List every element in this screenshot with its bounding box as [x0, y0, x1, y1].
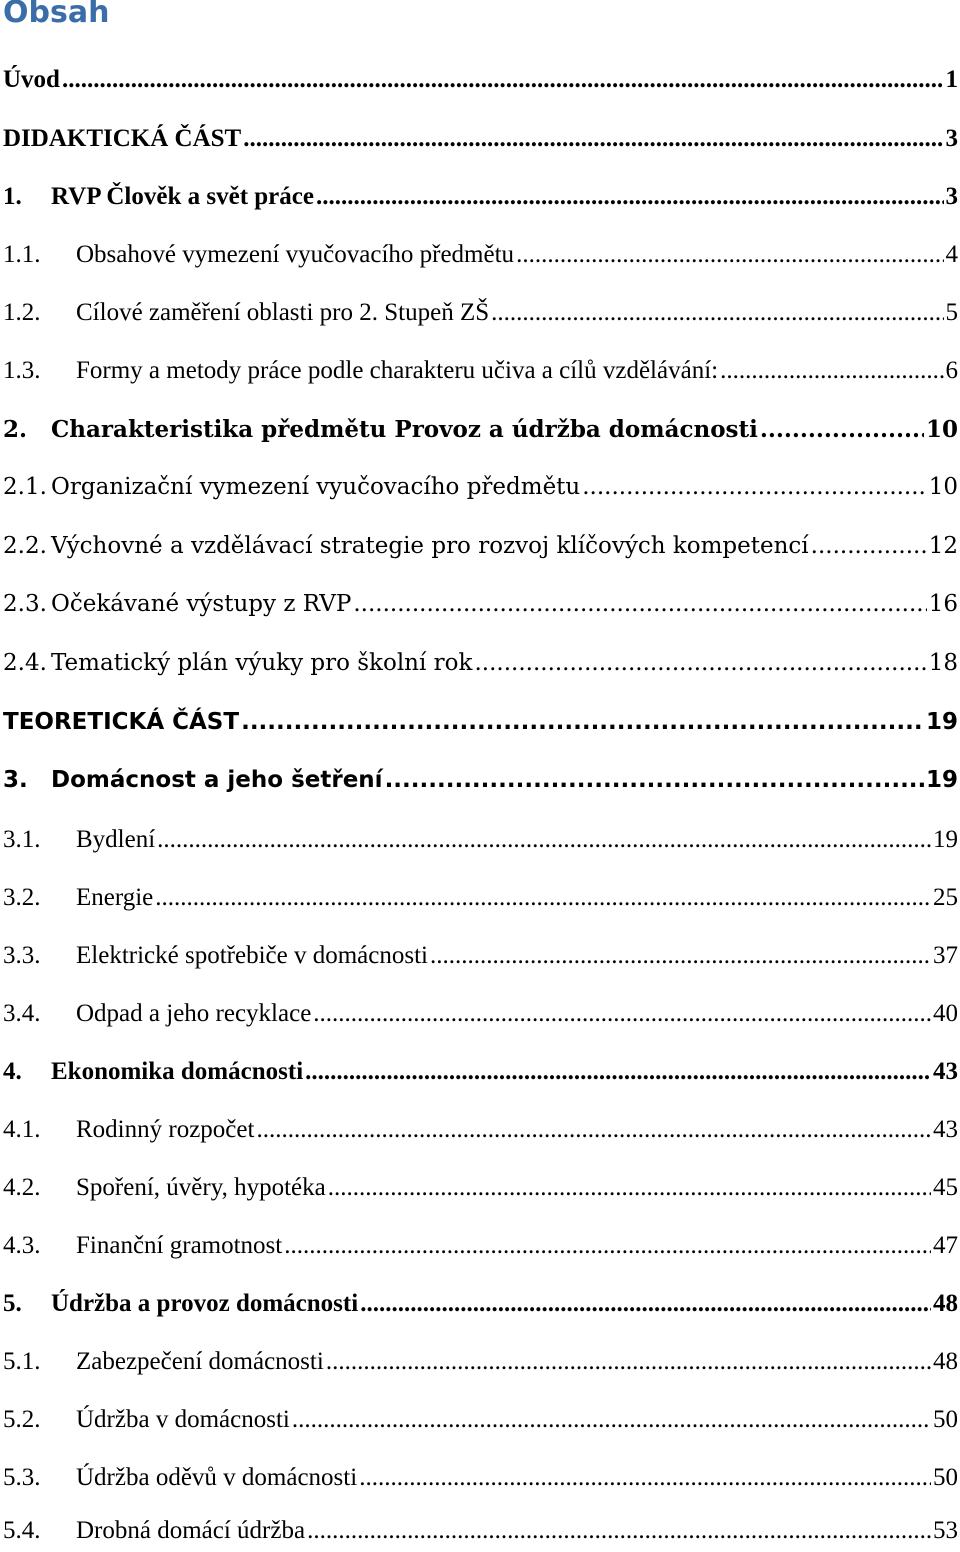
dot-leader — [155, 884, 931, 912]
toc-label: Organizační vymezení vyučovacího předmětu — [51, 474, 581, 500]
dot-leader — [760, 416, 924, 443]
toc-label: Domácnost a jeho šetření — [51, 767, 383, 793]
toc-page-number: 48 — [933, 1348, 958, 1375]
toc-number: 1.1. — [3, 241, 41, 268]
toc-label: Údržba oděvů v domácnosti — [76, 1464, 358, 1491]
toc-label: Drobná domácí údržba — [76, 1517, 306, 1544]
toc-entry[interactable] — [3, 1517, 958, 1551]
toc-entry[interactable] — [3, 241, 958, 275]
toc-page-number: 48 — [933, 1290, 958, 1317]
toc-page-number: 43 — [933, 1058, 958, 1085]
dot-leader — [516, 241, 943, 269]
toc-page-number: 43 — [933, 1116, 958, 1143]
dot-leader — [241, 709, 924, 735]
dot-leader — [243, 125, 943, 153]
toc-entry[interactable] — [3, 1058, 958, 1092]
dot-leader — [353, 591, 926, 617]
toc-entry[interactable] — [3, 1406, 958, 1440]
toc-label: Elektrické spotřebiče v domácnosti — [76, 942, 428, 969]
dot-leader — [430, 942, 931, 970]
dot-leader — [292, 1406, 931, 1434]
toc-page-number: 1 — [945, 66, 958, 93]
toc-number: 3. — [3, 767, 28, 793]
dot-leader — [385, 767, 924, 793]
dot-leader — [720, 357, 943, 385]
toc-entry[interactable] — [3, 1174, 958, 1208]
toc-number: 1.2. — [3, 299, 41, 326]
toc-page-number: 45 — [933, 1174, 958, 1201]
toc-label: Očekávané výstupy z RVP — [51, 591, 352, 617]
toc-number: 2.2. — [3, 533, 47, 559]
toc-page-number: 4 — [945, 241, 958, 268]
toc-entry[interactable] — [3, 1000, 958, 1034]
toc-label: Odpad a jeho recyklace — [76, 1000, 312, 1027]
toc-label: Ekonomika domácnosti — [51, 1058, 304, 1085]
toc-entry[interactable] — [3, 416, 958, 450]
toc-number: 4.2. — [3, 1174, 41, 1201]
toc-label: Úvod — [3, 66, 60, 93]
dot-leader — [474, 650, 926, 676]
toc-entry[interactable] — [3, 650, 958, 684]
toc-label: DIDAKTICKÁ ČÁST — [3, 125, 242, 152]
toc-entry[interactable] — [3, 826, 958, 860]
dot-leader — [328, 1174, 931, 1202]
toc-entry[interactable] — [3, 1290, 958, 1324]
toc-entry[interactable] — [3, 767, 958, 801]
toc-page-number: 16 — [928, 591, 958, 617]
toc-page-number: 47 — [933, 1232, 958, 1259]
toc-label: Údržba a provoz domácnosti — [51, 1290, 359, 1317]
toc-page-number: 3 — [945, 125, 958, 152]
toc-entry[interactable] — [3, 299, 958, 333]
toc-label: Údržba v domácnosti — [76, 1406, 290, 1433]
toc-number: 5.3. — [3, 1464, 41, 1491]
toc-page-number: 50 — [933, 1406, 958, 1433]
toc-label: Zabezpečení domácnosti — [76, 1348, 324, 1375]
dot-leader — [62, 66, 944, 94]
toc-entry[interactable] — [3, 709, 958, 743]
dot-leader — [307, 1517, 931, 1545]
toc-label: Charakteristika předmětu Provoz a údržba domácnosti — [51, 416, 758, 443]
toc-page-number: 18 — [928, 650, 958, 676]
toc-entry[interactable] — [3, 183, 958, 217]
toc-label: Výchovné a vzdělávací strategie pro rozvoj klíčových kompetencí — [51, 533, 809, 559]
toc-entry[interactable] — [3, 1116, 958, 1150]
toc-label: Obsahové vymezení vyučovacího předmětu — [76, 241, 515, 268]
toc-label: Rodinný rozpočet — [76, 1116, 255, 1143]
toc-label: Energie — [76, 884, 154, 911]
toc-entry[interactable] — [3, 1464, 958, 1498]
toc-entry[interactable] — [3, 884, 958, 918]
dot-leader — [157, 826, 931, 854]
toc-number: 4. — [3, 1058, 22, 1085]
toc-entry[interactable] — [3, 533, 958, 567]
toc-number: 3.2. — [3, 884, 41, 911]
toc-entry[interactable] — [3, 591, 958, 625]
toc-page-number: 19 — [933, 826, 958, 853]
toc-number: 2.3. — [3, 591, 47, 617]
toc-number: 1.3. — [3, 357, 41, 384]
dot-leader — [360, 1290, 931, 1318]
toc-page-number: 5 — [945, 299, 958, 326]
toc-page-number: 50 — [933, 1464, 958, 1491]
toc-entry[interactable] — [3, 125, 958, 159]
toc-number: 5.1. — [3, 1348, 41, 1375]
dot-leader — [284, 1232, 931, 1260]
toc-page-number: 12 — [928, 533, 958, 559]
toc-label: Cílové zaměření oblasti pro 2. Stupeň ZŠ — [76, 299, 490, 326]
dot-leader — [491, 299, 943, 327]
dot-leader — [811, 533, 927, 559]
toc-page-number: 19 — [925, 709, 958, 735]
dot-leader — [256, 1116, 931, 1144]
toc-entry[interactable] — [3, 942, 958, 976]
toc-entry[interactable] — [3, 357, 958, 391]
dot-leader — [305, 1058, 931, 1086]
toc-page-number: 6 — [945, 357, 958, 384]
toc-number: 5.2. — [3, 1406, 41, 1433]
dot-leader — [582, 474, 926, 500]
toc-number: 4.3. — [3, 1232, 41, 1259]
dot-leader — [359, 1464, 931, 1492]
toc-page-number: 53 — [933, 1517, 958, 1544]
toc-number: 3.1. — [3, 826, 41, 853]
dot-leader — [326, 1348, 931, 1376]
toc-number: 1. — [3, 183, 22, 210]
toc-number: 3.4. — [3, 1000, 41, 1027]
toc-number: 2.4. — [3, 650, 47, 676]
toc-label: TEORETICKÁ ČÁST — [3, 709, 240, 735]
toc-number: 3.3. — [3, 942, 41, 969]
toc-page-number: 3 — [945, 183, 958, 210]
toc-label: Tematický plán výuky pro školní rok — [51, 650, 473, 676]
toc-number: 5.4. — [3, 1517, 41, 1544]
toc-page-number: 37 — [933, 942, 958, 969]
toc-number: 5. — [3, 1290, 22, 1317]
toc-number: 2.1. — [3, 474, 47, 500]
toc-entry[interactable] — [3, 474, 958, 508]
toc-label: Spoření, úvěry, hypotéka — [76, 1174, 326, 1201]
toc-number: 2. — [3, 416, 28, 443]
toc-page-number: 19 — [925, 767, 958, 793]
toc-number: 4.1. — [3, 1116, 41, 1143]
toc-page-number: 40 — [933, 1000, 958, 1027]
dot-leader — [313, 1000, 931, 1028]
toc-page-number: 10 — [928, 474, 958, 500]
toc-label: Finanční gramotnost — [76, 1232, 283, 1259]
toc-label: Bydlení — [76, 826, 156, 853]
dot-leader — [316, 183, 944, 211]
toc-entry[interactable] — [3, 66, 958, 100]
toc-page-number: 25 — [933, 884, 958, 911]
toc-page-number: 10 — [925, 416, 958, 443]
page-title: Obsah — [3, 0, 110, 30]
toc-label: RVP Člověk a svět práce — [51, 183, 314, 210]
toc-entry[interactable] — [3, 1348, 958, 1382]
toc-label: Formy a metody práce podle charakteru učiva a cílů vzdělávání: — [76, 357, 719, 384]
toc-entry[interactable] — [3, 1232, 958, 1266]
